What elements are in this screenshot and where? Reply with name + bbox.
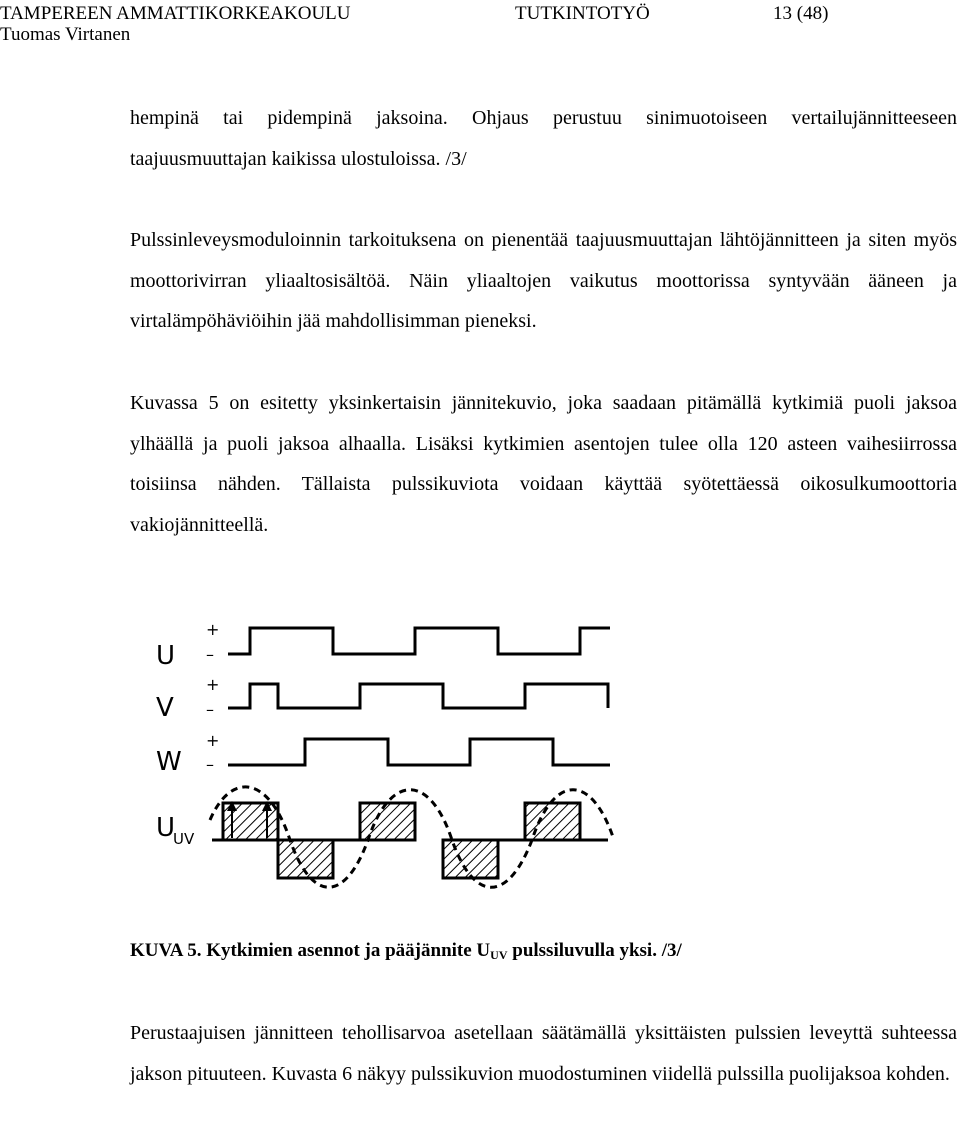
header-author: Tuomas Virtanen xyxy=(0,24,131,45)
caption-subscript: UV xyxy=(490,948,508,962)
pulse-uuv-negative-2 xyxy=(443,840,498,878)
header-doc-type: TUTKINTOTYÖ xyxy=(515,3,650,24)
caption-suffix: pulssiluvulla yksi. /3/ xyxy=(507,940,682,961)
waveform-v xyxy=(228,684,608,708)
minus-marker-u: – xyxy=(206,645,214,664)
label-uuv: U xyxy=(156,813,176,843)
label-w: W xyxy=(156,747,182,777)
caption-prefix: KUVA 5. Kytkimien asennot ja pääjännite U xyxy=(130,940,491,961)
paragraph-4: Perustaajuisen jännitteen tehollisarvoa asetellaan säätämällä yksittäisten pulssien leveyttä suhteessa jakson pituuteen. Kuvasta 6 näkyy pulssikuvion muodostuminen viidellä pulssilla puolijaksoa kohden. xyxy=(130,1022,957,1085)
plus-marker-w: + xyxy=(206,731,220,750)
waveform-w xyxy=(228,739,610,765)
minus-marker-v: – xyxy=(206,700,214,719)
waveform-u xyxy=(228,628,610,654)
label-u: U xyxy=(156,641,176,671)
plus-marker-v: + xyxy=(206,675,220,694)
paragraph-2: Pulssinleveysmoduloinnin tarkoituksena on pienentää taajuusmuuttajan lähtöjännitteen ja siten myös moottorivirran yliaaltosisältöä. Näin yliaaltojen vaikutus moottorissa syntyvään ääneen ja virtalämpöhäviöihin jää mahdollisimman pieneksi. xyxy=(130,229,957,332)
label-uuv-sub: UV xyxy=(173,830,195,848)
paragraph-1: hempinä tai pidempinä jaksoina. Ohjaus perustuu sinimuotoiseen vertailujännitteeseen taajuusmuuttajan kaikissa ulostuloissa. /3/ xyxy=(130,107,957,170)
pulse-uuv-positive-2 xyxy=(360,803,415,840)
paragraph-3: Kuvassa 5 on esitetty yksinkertaisin jännitekuvio, joka saadaan pitämällä kytkimiä puoli jaksoa ylhäällä ja puoli jaksoa alhaalla. Lisäksi kytkimien asentojen tulee olla 120 asteen vaihesiirrossa toisiinsa nähden. Tällaista pulssikuviota voidaan käyttää syötettäessä oikosulkumoottoria vakiojännitteellä. xyxy=(130,392,957,536)
header-page-number: 13 (48) xyxy=(773,3,829,24)
figure-caption xyxy=(130,940,682,963)
figure-switch-waveforms xyxy=(140,598,630,928)
plus-marker-u: + xyxy=(206,620,220,639)
label-v: V xyxy=(156,693,174,723)
header-school: TAMPEREEN AMMATTIKORKEAKOULU xyxy=(0,3,351,24)
minus-marker-w: – xyxy=(206,755,214,774)
